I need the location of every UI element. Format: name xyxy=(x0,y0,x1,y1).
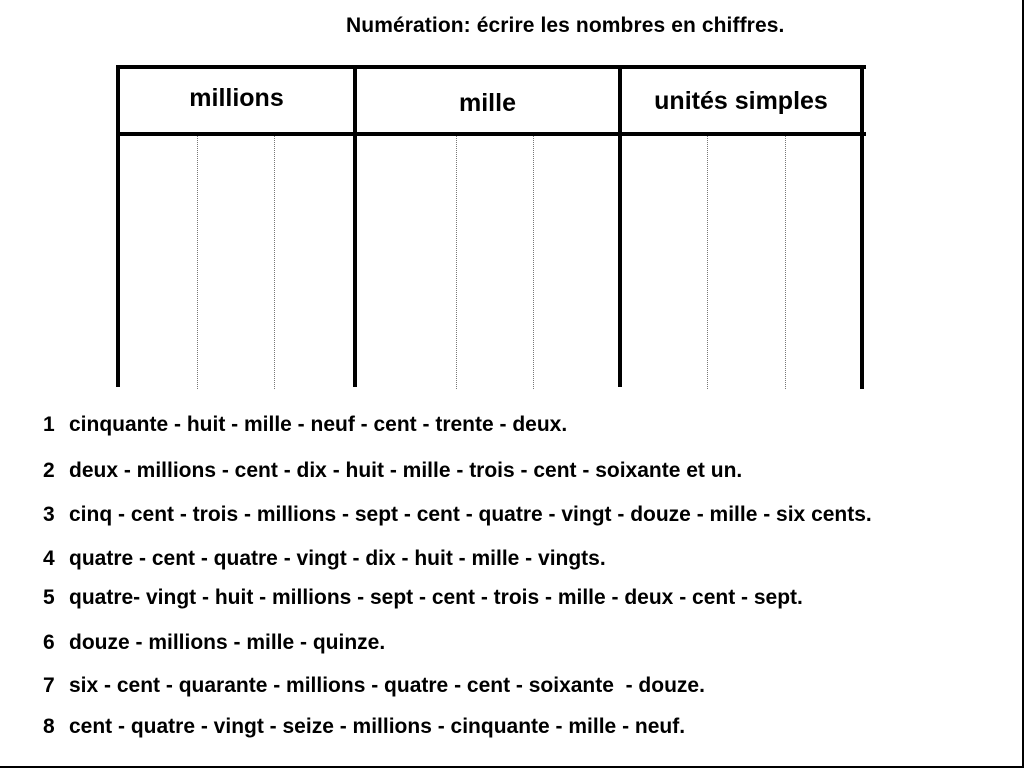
exercise-number: 5 xyxy=(43,586,55,609)
exercise-number: 1 xyxy=(43,413,55,436)
exercise-text: quatre - cent - quatre - vingt - dix - huit - mille - vingts. xyxy=(69,547,606,570)
table-header-border xyxy=(116,132,866,136)
unites-subcolumn-divider xyxy=(785,136,786,389)
millions-subcolumn-divider xyxy=(274,136,275,389)
exercise-number: 7 xyxy=(43,674,55,697)
exercise-text: cent - quatre - vingt - seize - millions - cinquante - mille - neuf. xyxy=(69,715,686,738)
exercise-text: quatre- vingt - huit - millions - sept - cent - trois - mille - deux - cent - sept. xyxy=(69,586,803,609)
exercise-text: cinquante - huit - mille - neuf - cent - trente - deux. xyxy=(69,413,568,436)
table-right-border xyxy=(860,65,864,389)
exercise-text: cinq - cent - trois - millions - sept - cent - quatre - vingt - douze - mille - six cents. xyxy=(69,503,872,526)
exercise-number: 8 xyxy=(43,715,55,738)
exercise-text: douze - millions - mille - quinze. xyxy=(69,631,386,654)
exercise-number: 3 xyxy=(43,503,55,526)
mille-subcolumn-divider xyxy=(533,136,534,389)
header-millions: millions xyxy=(189,84,284,112)
header-mille: mille xyxy=(459,89,516,117)
exercise-number: 4 xyxy=(43,547,55,570)
exercise-number: 2 xyxy=(43,459,55,482)
exercise-text: deux - millions - cent - dix - huit - mille - trois - cent - soixante et un. xyxy=(69,459,743,482)
mille-subcolumn-divider xyxy=(456,136,457,389)
table-top-border xyxy=(116,65,866,69)
millions-subcolumn-divider xyxy=(197,136,198,389)
header-unites-simples: unités simples xyxy=(654,87,828,115)
unites-subcolumn-divider xyxy=(707,136,708,389)
exercise-number: 6 xyxy=(43,631,55,654)
exercise-text: six - cent - quarante - millions - quatre - cent - soixante - douze. xyxy=(69,674,705,697)
table-left-border xyxy=(116,65,120,387)
page-title: Numération: écrire les nombres en chiffres. xyxy=(346,14,785,37)
